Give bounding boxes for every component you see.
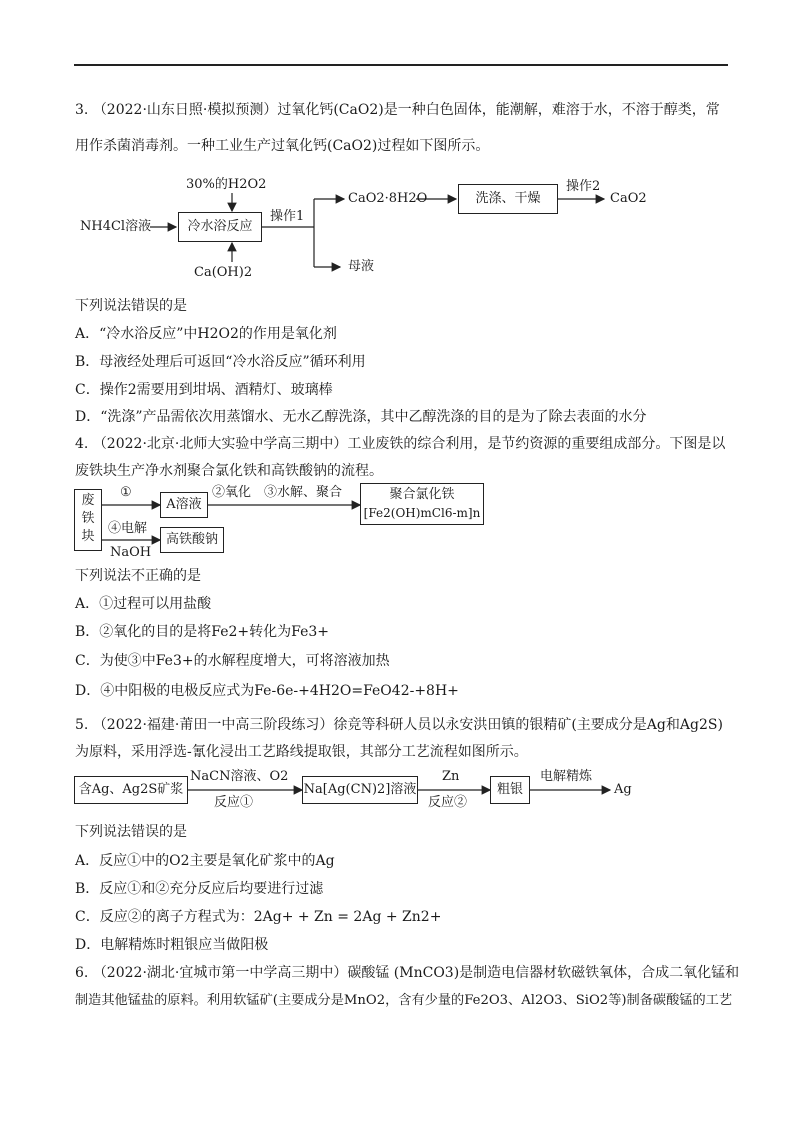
- q5-refine-label: 电解精炼: [540, 769, 593, 784]
- q3-op2-label: 操作2: [566, 179, 601, 194]
- q4-step3-label: ③水解、聚合: [264, 485, 343, 500]
- q4-product-formula: [Fe2(OH)mCl6-m]n: [363, 506, 481, 520]
- q6-stem-line2: 制造其他锰盐的原料。利用软锰矿(主要成分是MnO2，含有少量的Fe2O3、Al2O3、SiO2等)制备碳酸锰的工艺: [75, 993, 733, 1008]
- q3-wash-box: 洗涤、干燥: [458, 184, 558, 214]
- q5-option-d: D．电解精炼时粗银应当做阳极: [75, 937, 269, 953]
- q6-stem-line1: 6. （2022·湖北·宜城市第一中学高三期中）碳酸锰 (MnCO3)是制造电信器材软磁铁氧体，合成二氧化锰和: [75, 965, 740, 981]
- q3-caoh2-label: Ca(OH)2: [194, 265, 253, 280]
- q5-option-b: B．反应①和②充分反应后均要进行过滤: [75, 881, 324, 897]
- q3-stem-line1: 3. （2022·山东日照·模拟预测）过氧化钙(CaO2)是一种白色固体，能潮解，难溶于水，不溶于醇类，常: [75, 102, 720, 118]
- q5-final-label: Ag: [614, 782, 632, 797]
- q5-zn-label: Zn: [442, 769, 460, 784]
- q4-step1-label: ①: [120, 485, 132, 500]
- q4-ferrate-box: 高铁酸钠: [160, 527, 224, 553]
- q3-op1-label: 操作1: [270, 209, 305, 224]
- q4-option-d: D．④中阳极的电极反应式为Fe-6e-+4H2O=FeO42-+8H+: [75, 683, 459, 699]
- q5-reagent1-label: NaCN溶液、O2: [190, 769, 289, 784]
- q5-option-c: C．反应②的离子方程式为：2Ag+ + Zn = 2Ag + Zn2+: [75, 909, 442, 925]
- q4-naoh-label: NaOH: [110, 545, 152, 560]
- q5-reaction1-label: 反应①: [214, 795, 254, 810]
- q5-stem-line1: 5. （2022·福建·莆田一中高三阶段练习）徐竞等科研人员以永安洪田镇的银精矿(主要成分是Ag和Ag2S): [75, 717, 723, 733]
- q4-scrap-char-1: 废: [81, 493, 95, 508]
- q5-reaction2-label: 反应②: [428, 795, 468, 810]
- q3-mother-label: 母液: [348, 259, 375, 274]
- q5-crude-silver-box: 粗银: [490, 776, 530, 804]
- q4-option-c: C．为使③中Fe3+的水解程度增大，可将溶液加热: [75, 653, 390, 669]
- q3-nh4cl-label: NH4Cl溶液: [80, 219, 152, 234]
- q5-ask: 下列说法错误的是: [75, 824, 187, 840]
- q3-option-a: A．“冷水浴反应”中H2O2的作用是氧化剂: [75, 326, 337, 342]
- q5-slurry-box: 含Ag、Ag2S矿浆: [74, 776, 188, 804]
- q3-option-b: B．母液经处理后可返回“冷水浴反应”循环利用: [75, 354, 366, 370]
- q3-stem-line2: 用作杀菌消毒剂。一种工业生产过氧化钙(CaO2)过程如下图所示。: [75, 138, 490, 154]
- q3-final-label: CaO2: [610, 191, 647, 206]
- q3-h2o2-label: 30%的H2O2: [186, 177, 267, 192]
- q5-complex-box: Na[Ag(CN)2]溶液: [302, 776, 418, 804]
- q3-reactor-box: 冷水浴反应: [178, 212, 262, 242]
- q3-option-d: D．“洗涤”产品需依次用蒸馏水、无水乙醇洗涤，其中乙醇洗涤的目的是为了除去表面的水分: [75, 409, 647, 425]
- q3-product-label: CaO2·8H2O: [348, 191, 428, 206]
- q4-option-b: B．②氧化的目的是将Fe2+转化为Fe3+: [75, 624, 330, 640]
- q3-ask: 下列说法错误的是: [75, 298, 187, 314]
- q3-option-c: C．操作2需要用到坩埚、酒精灯、玻璃棒: [75, 382, 333, 398]
- q4-scrap-char-3: 块: [81, 529, 95, 544]
- q4-option-a: A．①过程可以用盐酸: [75, 596, 212, 612]
- q4-a-solution-box: A溶液: [160, 492, 208, 518]
- q4-scrap-char-2: 铁: [81, 511, 95, 526]
- q5-option-a: A．反应①中的O2主要是氧化矿浆中的Ag: [75, 853, 335, 869]
- q4-ask: 下列说法不正确的是: [75, 568, 201, 584]
- q4-stem-line2: 废铁块生产净水剂聚合氯化铁和高铁酸钠的流程。: [75, 463, 383, 479]
- q4-step2-label: ②氧化: [212, 485, 252, 500]
- q5-stem-line2: 为原料，采用浮选-氰化浸出工艺路线提取银，其部分工艺流程如图所示。: [75, 744, 528, 760]
- q4-step4-label: ④电解: [108, 521, 148, 536]
- q4-stem-line1: 4. （2022·北京·北师大实验中学高三期中）工业废铁的综合利用，是节约资源的重要组成部分。下图是以: [75, 436, 726, 452]
- q4-product-name: 聚合氯化铁: [389, 487, 455, 502]
